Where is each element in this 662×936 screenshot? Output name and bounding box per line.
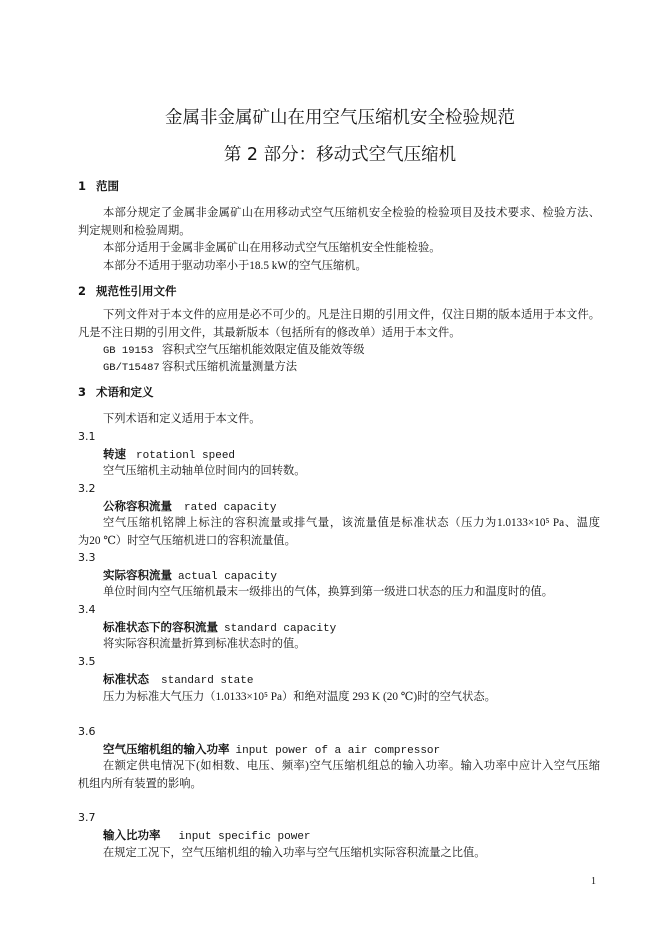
term-definition: 空气压缩机主动轴单位时间内的回转数。: [103, 465, 306, 477]
paragraph-line: 本部分不适用于驱动功率小于18.5 kW的空气压缩机。: [103, 260, 367, 272]
term-definition: 压力为标准大气压力（1.0133×10⁵ Pa）和绝对温度 293 K (20 ℃)时的空气状态。: [103, 691, 496, 703]
section-intro: 下列术语和定义适用于本文件。: [103, 413, 261, 425]
section-heading-terms-and-definitions: [78, 384, 154, 400]
term-definition: 为20 ℃）时空气压缩机进口的容积流量值。: [78, 535, 296, 547]
reference-code: GB/T15487: [103, 362, 160, 374]
term-definition: 机组内所有装置的影响。: [78, 778, 202, 790]
reference-item: [103, 342, 365, 358]
term-definition: 空气压缩机铭牌上标注的容积流量或排气量，该流量值是标准状态（压力为1.0133×10⁵ Pa、温度: [103, 517, 600, 529]
term-name: 实际容积流量: [103, 568, 172, 582]
term-heading: [103, 827, 311, 843]
term-definition: 将实际容积流量折算到标准状态时的值。: [103, 638, 306, 650]
term-english: standard state: [161, 675, 254, 687]
term-number: 3.7: [78, 811, 96, 824]
paragraph-line: 本部分适用于金属非金属矿山在用移动式空气压缩机安全性能检验。: [103, 242, 441, 254]
paragraph-line: 凡是不注日期的引用文件，其最新版本（包括所有的修改单）适用于本文件。: [78, 327, 461, 339]
document-subtitle: 第 2 部分：移动式空气压缩机: [223, 145, 457, 165]
term-heading: [103, 741, 440, 757]
paragraph-line: 下列文件对于本文件的应用是必不可少的。凡是注日期的引用文件，仅注日期的版本适用于本文件。: [103, 309, 600, 321]
term-definition: 在规定工况下，空气压缩机组的输入功率与空气压缩机实际容积流量之比值。: [103, 847, 486, 859]
paragraph-line: 本部分规定了金属非金属矿山在用移动式空气压缩机安全检验的检验项目及技术要求、检验方法、: [103, 207, 600, 219]
term-number: 3.6: [78, 725, 96, 738]
term-number: 3.3: [78, 551, 96, 564]
term-heading: [103, 619, 336, 635]
document-title: 金属非金属矿山在用空气压缩机安全检验规范: [165, 108, 515, 128]
term-english: rated capacity: [184, 502, 277, 514]
section-number: 3: [78, 385, 87, 399]
section-title: 范围: [96, 179, 119, 193]
term-name: 标准状态下的容积流量: [103, 620, 218, 634]
reference-item: [103, 359, 297, 375]
term-english: standard capacity: [224, 623, 337, 635]
term-english: rotationl speed: [136, 450, 236, 462]
term-english: input power of a air compressor: [235, 745, 441, 757]
term-english: actual capacity: [178, 571, 278, 583]
section-heading-normative-references: [78, 283, 177, 299]
term-heading: [103, 446, 235, 462]
term-name: 空气压缩机组的输入功率: [103, 742, 230, 756]
section-title: 规范性引用文件: [96, 284, 177, 298]
term-english: input specific power: [178, 831, 311, 843]
term-definition: 在额定供电情况下(如相数、电压、频率)空气压缩机组总的输入功率。输入功率中应计入空气压缩: [103, 760, 600, 772]
term-definition: 单位时间内空气压缩机最末一级排出的气体，换算到第一级进口状态的压力和温度时的值。: [103, 586, 554, 598]
term-name: 标准状态: [103, 672, 149, 686]
term-name: 输入比功率: [103, 828, 161, 842]
term-heading: [103, 567, 277, 583]
section-title: 术语和定义: [96, 385, 154, 399]
term-number: 3.2: [78, 482, 96, 495]
term-heading: [103, 498, 276, 514]
term-number: 3.5: [78, 655, 96, 668]
section-heading-scope: [78, 178, 119, 194]
term-heading: [103, 671, 253, 687]
reference-title: 容积式压缩机流量测量方法: [162, 361, 298, 373]
reference-code: GB 19153: [103, 345, 154, 357]
paragraph-line: 判定规则和检验周期。: [78, 225, 191, 237]
page-number: 1: [591, 876, 596, 887]
reference-title: 容积式空气压缩机能效限定值及能效等级: [162, 344, 365, 356]
section-number: 1: [78, 179, 87, 193]
term-number: 3.1: [78, 430, 96, 443]
term-number: 3.4: [78, 603, 96, 616]
term-name: 转速: [103, 447, 126, 461]
section-number: 2: [78, 284, 87, 298]
term-name: 公称容积流量: [103, 499, 172, 513]
